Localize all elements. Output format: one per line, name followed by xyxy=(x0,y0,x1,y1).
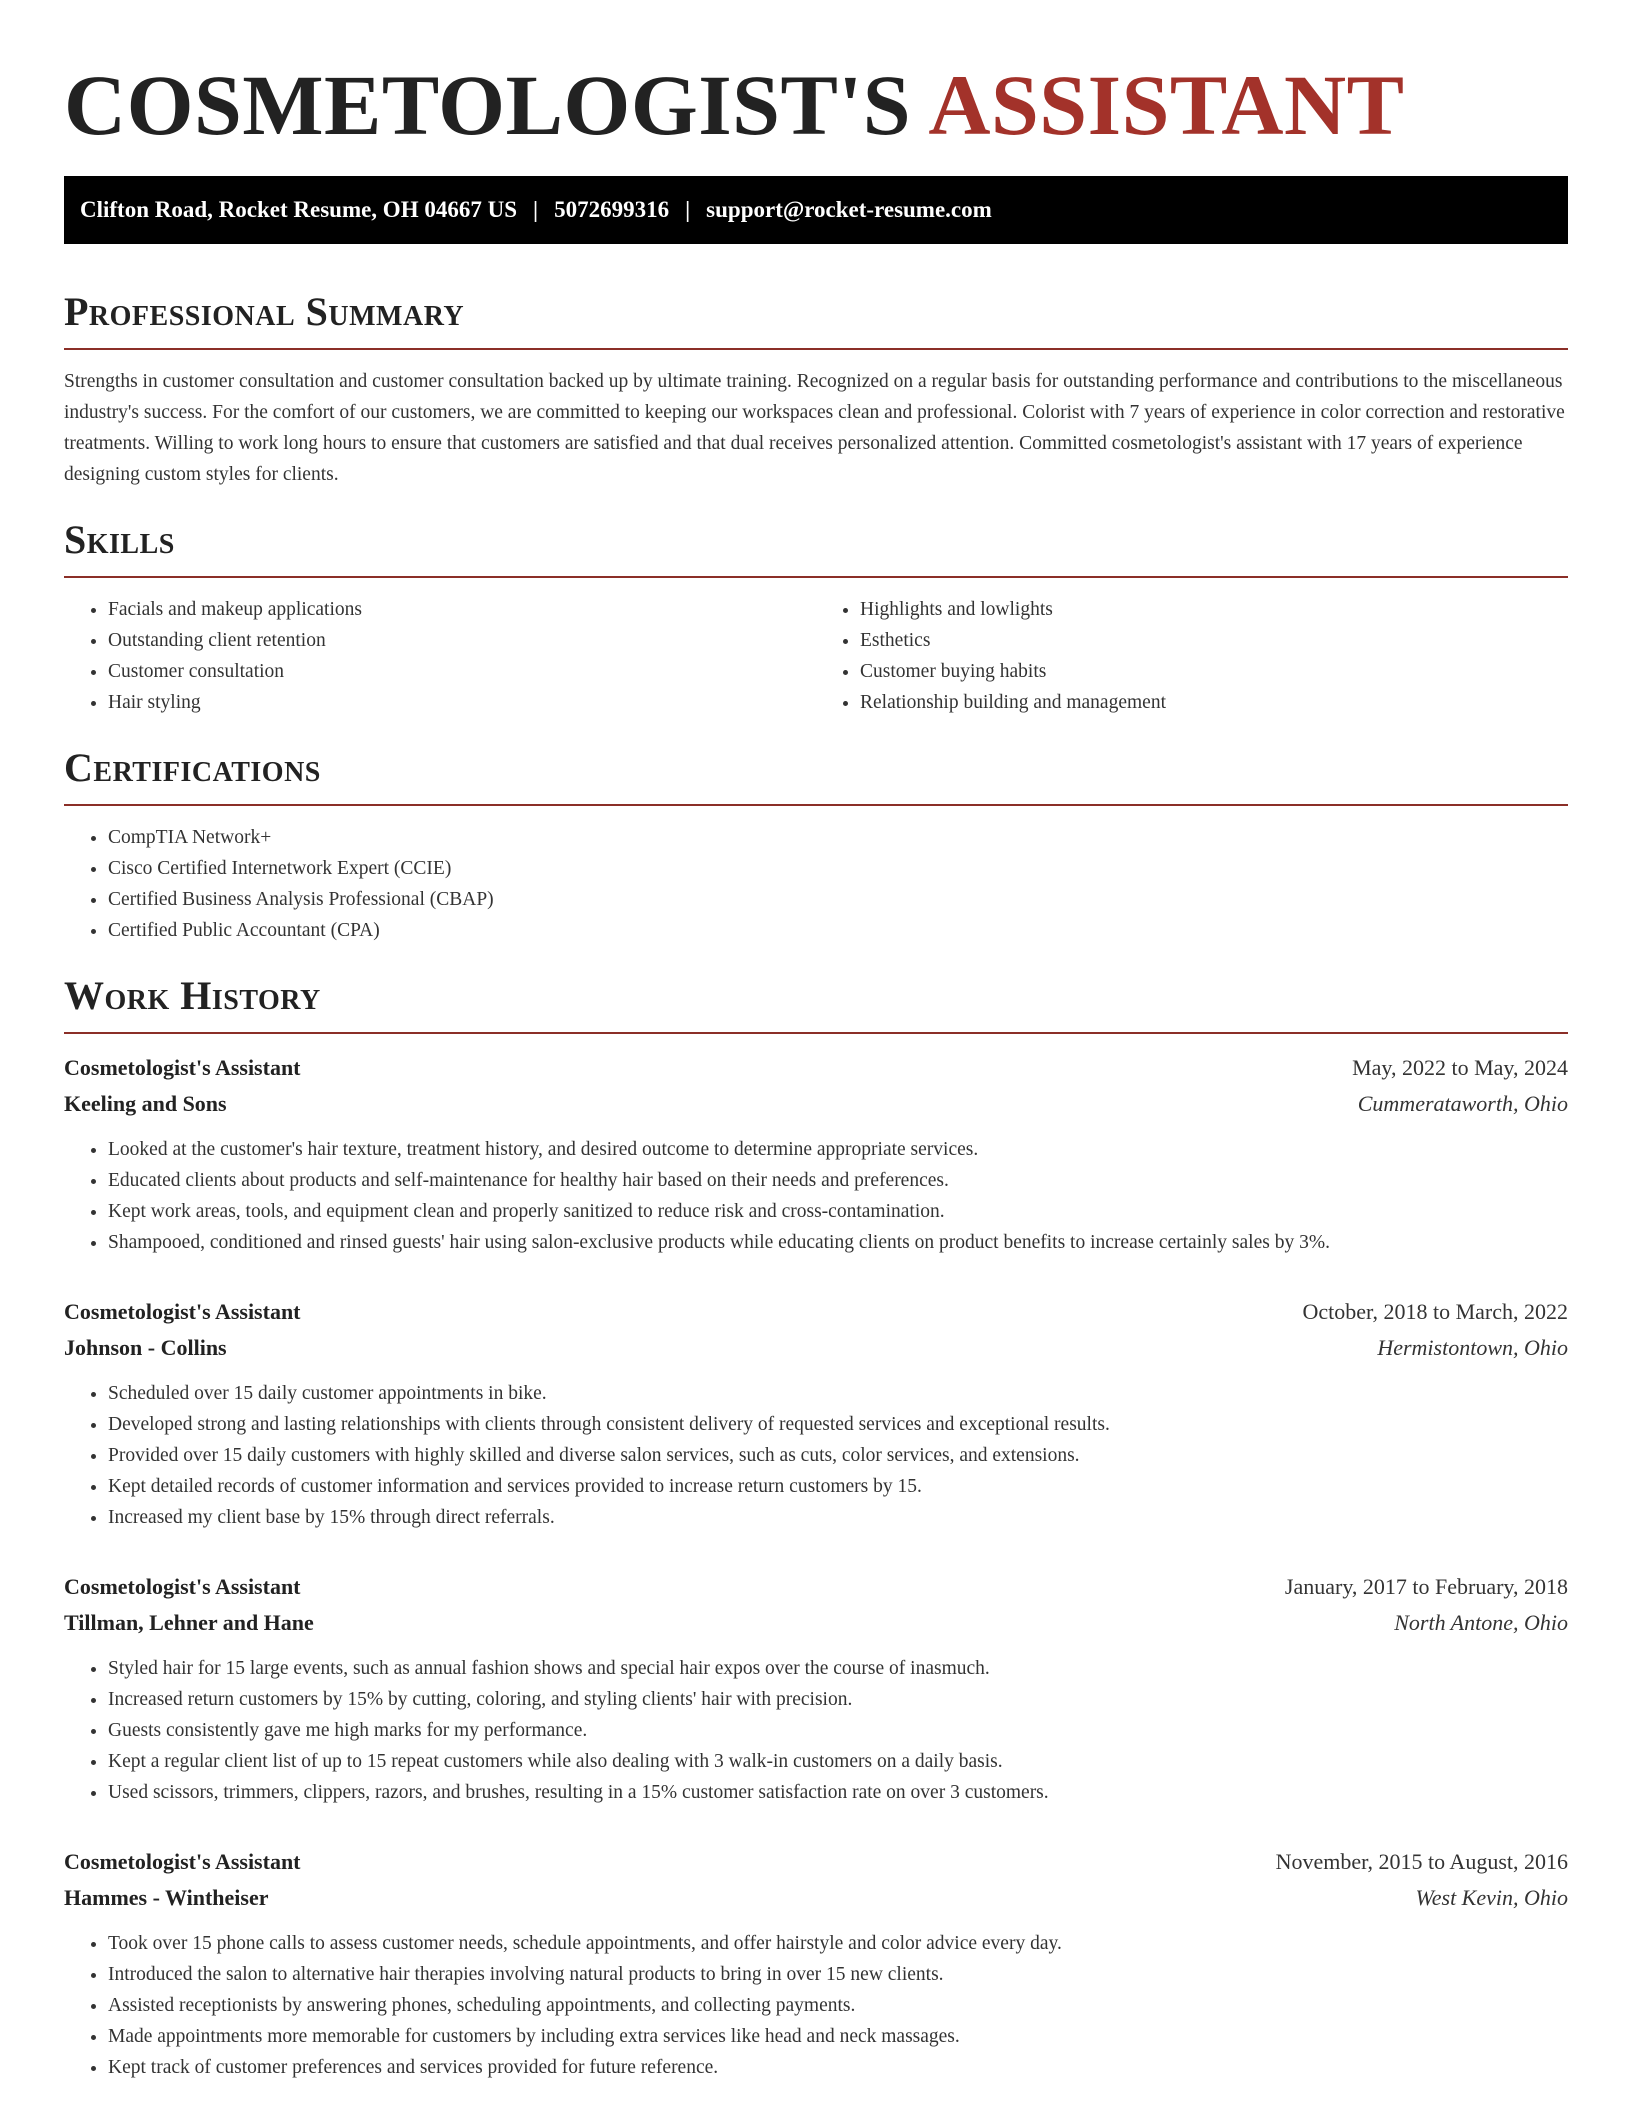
job-bullet: • Kept a regular client list of up to 15 repeat customers while also dealing with 3 walk-in customers on a daily basis. xyxy=(108,1746,1568,1777)
job-bullet: • Kept detailed records of customer information and services provided to increase return customers by 15. xyxy=(108,1471,1568,1502)
skill-item: • Customer consultation xyxy=(108,656,816,687)
name-accent-part: ASSISTANT xyxy=(928,57,1405,153)
job-company-row xyxy=(64,1330,1568,1366)
job-company: Keeling and Sons xyxy=(64,1091,227,1116)
job-entry xyxy=(64,1844,1568,2083)
job-location: North Antone, Ohio xyxy=(1394,1610,1568,1635)
job-company-row xyxy=(64,1086,1568,1122)
job-bullet: • Guests consistently gave me high marks for my performance. xyxy=(108,1715,1568,1746)
job-bullets xyxy=(64,1928,1568,2083)
job-bullet: • Used scissors, trimmers, clippers, razors, and brushes, resulting in a 15% customer satisfaction rate on over 3 customers. xyxy=(108,1777,1568,1808)
job-bullet: • Kept work areas, tools, and equipment clean and properly sanitized to reduce risk and cross-contamination. xyxy=(108,1196,1568,1227)
job-header-row xyxy=(64,1294,1568,1330)
certification-item: • Certified Public Accountant (CPA) xyxy=(108,915,1568,946)
skill-item: • Customer buying habits xyxy=(860,656,1568,687)
job-bullet: • Developed strong and lasting relationships with clients through consistent delivery of requested services and exceptional results. xyxy=(108,1409,1568,1440)
job-company: Johnson - Collins xyxy=(64,1335,227,1360)
section-title-certifications: Certifications xyxy=(64,745,321,790)
skill-item: • Relationship building and management xyxy=(860,687,1568,718)
job-bullet: • Assisted receptionists by answering phones, scheduling appointments, and collecting payments. xyxy=(108,1990,1568,2021)
contact-address: Clifton Road, Rocket Resume, OH 04667 US xyxy=(80,197,517,222)
job-bullet: • Introduced the salon to alternative hair therapies involving natural products to bring in over 15 new clients. xyxy=(108,1959,1568,1990)
job-entry xyxy=(64,1569,1568,1808)
skill-item: • Outstanding client retention xyxy=(108,625,816,656)
section-title-summary: Professional Summary xyxy=(64,289,465,334)
job-header-row xyxy=(64,1844,1568,1880)
skill-item: • Hair styling xyxy=(108,687,816,718)
job-bullet: • Took over 15 phone calls to assess customer needs, schedule appointments, and offer hairstyle and color advice every day. xyxy=(108,1928,1568,1959)
job-header-row xyxy=(64,1050,1568,1086)
name-first-part: COSMETOLOGIST'S xyxy=(64,57,912,153)
job-bullets xyxy=(64,1378,1568,1533)
job-title: Cosmetologist's Assistant xyxy=(64,1299,301,1324)
summary-text: Strengths in customer consultation and customer consultation backed up by ultimate training. Recognized on a regular basis for outstanding performance and contributions to the miscellaneous industry's success. For the comfort of our customers, we are committed to keeping our workspaces clean and professional. Colorist with 7 years of experience in color correction and restorative treatments. Willing to work long hours to ensure that customers are satisfied and that dual receives personalized attention. Committed cosmetologist's assistant with 17 years of experience designing custom styles for clients. xyxy=(64,371,1565,485)
section-divider xyxy=(64,804,1568,806)
contact-phone: 5072699316 xyxy=(554,197,670,222)
certifications-list xyxy=(64,822,1568,946)
certifications-section xyxy=(64,744,1568,946)
contact-separator: | xyxy=(533,197,539,222)
job-bullet: • Increased return customers by 15% by cutting, coloring, and styling clients' hair with precision. xyxy=(108,1684,1568,1715)
certification-item: • Cisco Certified Internetwork Expert (CCIE) xyxy=(108,853,1568,884)
job-dates: November, 2015 to August, 2016 xyxy=(1275,1849,1568,1874)
work-history-section xyxy=(64,972,1568,2083)
skills-grid xyxy=(64,594,1568,718)
job-bullet: • Looked at the customer's hair texture, treatment history, and desired outcome to determine appropriate services. xyxy=(108,1134,1568,1165)
job-bullets xyxy=(64,1653,1568,1808)
job-bullet: • Scheduled over 15 daily customer appointments in bike. xyxy=(108,1378,1568,1409)
job-location: West Kevin, Ohio xyxy=(1415,1885,1568,1910)
section-divider xyxy=(64,576,1568,578)
job-company-row xyxy=(64,1605,1568,1641)
job-company: Hammes - Wintheiser xyxy=(64,1885,269,1910)
contact-email[interactable]: support@rocket-resume.com xyxy=(706,197,992,222)
job-header-row xyxy=(64,1569,1568,1605)
certification-item: • CompTIA Network+ xyxy=(108,822,1568,853)
job-dates: October, 2018 to March, 2022 xyxy=(1302,1299,1568,1324)
job-entry xyxy=(64,1294,1568,1533)
job-title: Cosmetologist's Assistant xyxy=(64,1574,301,1599)
job-title: Cosmetologist's Assistant xyxy=(64,1055,301,1080)
skill-item: • Esthetics xyxy=(860,625,1568,656)
section-title-work-history: Work History xyxy=(64,973,321,1018)
skill-item: • Facials and makeup applications xyxy=(108,594,816,625)
job-dates: January, 2017 to February, 2018 xyxy=(1284,1574,1568,1599)
skills-section xyxy=(64,516,1568,718)
job-company-row xyxy=(64,1880,1568,1916)
certification-item: • Certified Business Analysis Professional (CBAP) xyxy=(108,884,1568,915)
job-bullet: • Shampooed, conditioned and rinsed guests' hair using salon-exclusive products while educating clients on product benefits to increase certainly sales by 3%. xyxy=(108,1227,1568,1258)
job-bullet: • Provided over 15 daily customers with highly skilled and diverse salon services, such as cuts, color services, and extensions. xyxy=(108,1440,1568,1471)
job-location: Cummerataworth, Ohio xyxy=(1357,1091,1568,1116)
skills-list-right xyxy=(816,594,1568,718)
job-bullet: • Educated clients about products and self-maintenance for healthy hair based on their needs and preferences. xyxy=(108,1165,1568,1196)
job-bullet: • Increased my client base by 15% through direct referrals. xyxy=(108,1502,1568,1533)
job-bullet: • Kept track of customer preferences and services provided for future reference. xyxy=(108,2052,1568,2083)
section-title-skills: Skills xyxy=(64,517,175,562)
resume-name xyxy=(64,56,1568,154)
professional-summary-section xyxy=(64,288,1568,490)
section-divider xyxy=(64,348,1568,350)
section-divider xyxy=(64,1032,1568,1034)
job-location: Hermistontown, Ohio xyxy=(1377,1335,1568,1360)
skill-item: • Highlights and lowlights xyxy=(860,594,1568,625)
job-bullets xyxy=(64,1134,1568,1258)
job-bullet: • Styled hair for 15 large events, such as annual fashion shows and special hair expos over the course of inasmuch. xyxy=(108,1653,1568,1684)
job-title: Cosmetologist's Assistant xyxy=(64,1849,301,1874)
job-company: Tillman, Lehner and Hane xyxy=(64,1610,314,1635)
job-entry xyxy=(64,1050,1568,1258)
job-dates: May, 2022 to May, 2024 xyxy=(1352,1055,1568,1080)
contact-bar xyxy=(64,176,1568,244)
contact-separator: | xyxy=(685,197,691,222)
job-bullet: • Made appointments more memorable for customers by including extra services like head and neck massages. xyxy=(108,2021,1568,2052)
skills-list-left xyxy=(64,594,816,718)
